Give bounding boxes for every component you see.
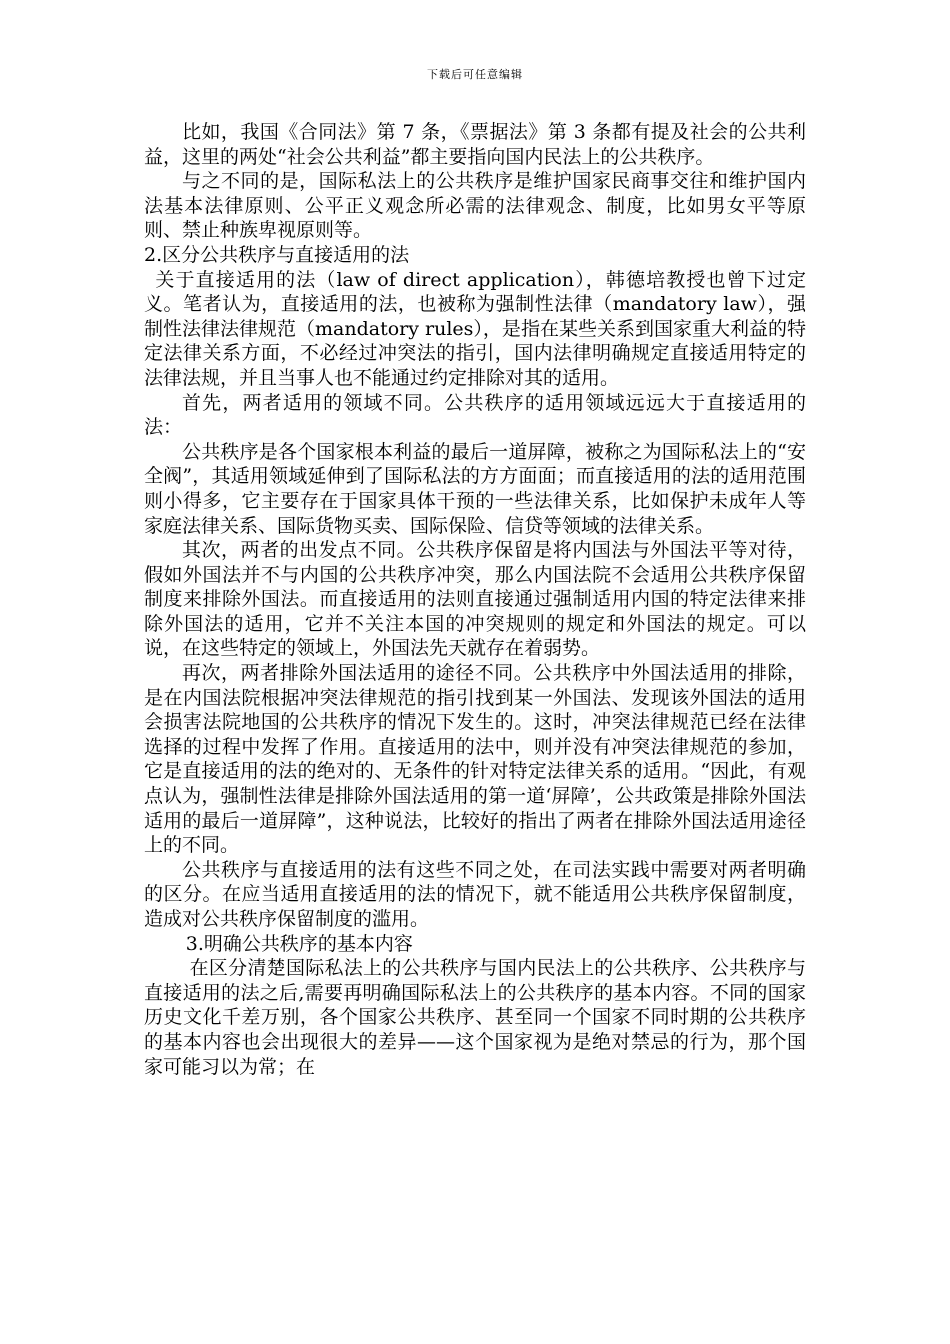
paragraph: 与之不同的是，国际私法上的公共秩序是维护国家民商事交往和维护国内法基本法律原则、公平正义观念所必需的法律观念、制度，比如男女平等原则、禁止种族卑视原则等。 [144,170,806,242]
document-body [144,120,806,1079]
paragraph: 在区分清楚国际私法上的公共秩序与国内民法上的公共秩序、公共秩序与直接适用的法之后,需要再明确国际私法上的公共秩序的基本内容。不同的国家历史文化千差万别，各个国家公共秩序、甚至同一个国家不同时期的公共秩序的基本内容也会出现很大的差异——这个国家视为是绝对禁忌的行为，那个国家可能习以为常；在 [144,957,806,1078]
paragraph: 首先，两者适用的领域不同。公共秩序的适用领域远远大于直接适用的法： [144,391,806,439]
section-heading: 2.区分公共秩序与直接适用的法 [144,243,410,266]
page-header: 下载后可任意编辑 [427,68,523,81]
paragraph: 再次，两者排除外国法适用的途径不同。公共秩序中外国法适用的排除，是在内国法院根据冲突法律规范的指引找到某一外国法、发现该外国法的适用会损害法院地国的公共秩序的情况下发生的。这时，冲突法律规范已经在法律选择的过程中发挥了作用。直接适用的法中，则并没有冲突法律规范的参加，它是直接适用的法的绝对的、无条件的针对特定法律关系的适用。“因此，有观点认为，强制性法律是排除外国法适用的第一道‘屏障’，公共政策是排除外国法适用的最后一道屏障”，这种说法，比较好的指出了两者在排除外国法适用途径上的不同。 [144,662,806,857]
paragraph: 比如，我国《合同法》第 7 条，《票据法》第 3 条都有提及社会的公共利益，这里的两处“社会公共利益”都主要指向国内民法上的公共秩序。 [144,121,806,168]
paragraph: 公共秩序是各个国家根本利益的最后一道屏障，被称之为国际私法上的“安全阀”，其适用领域延伸到了国际私法的方方面面；而直接适用的法的适用范围则小得多，它主要存在于国家具体干预的一些法律关系，比如保护未成年人等家庭法律关系、国际货物买卖、国际保险、信贷等领域的法律关系。 [144,440,806,537]
paragraph: 其次，两者的出发点不同。公共秩序保留是将内国法与外国法平等对待，假如外国法并不与内国的公共秩序冲突，那么内国法院不会适用公共秩序保留制度来排除外国法。而直接适用的法则直接通过强制适用内国的特定法律来排除外国法的适用，它并不关注本国的冲突规则的规定和外国法的规定。可以说，在这些特定的领域上，外国法先天就存在着弱势。 [144,539,806,660]
paragraph: 关于直接适用的法（law of direct application），韩德培教授也曾下过定义。笔者认为，直接适用的法，也被称为强制性法律（mandatory law），强制性法律法律规范（mandatory rules），是指在某些关系到国家重大利益的特定法律关系方面，不必经过冲突法的指引，国内法律明确规定直接适用特定的法律法规，并且当事人也不能通过约定排除对其的适用。 [144,268,806,389]
paragraph: 公共秩序与直接适用的法有这些不同之处，在司法实践中需要对两者明确的区分。在应当适用直接适用的法的情况下，就不能适用公共秩序保留制度，造成对公共秩序保留制度的滥用。 [144,858,806,930]
section-heading: 3.明确公共秩序的基本内容 [185,932,413,955]
